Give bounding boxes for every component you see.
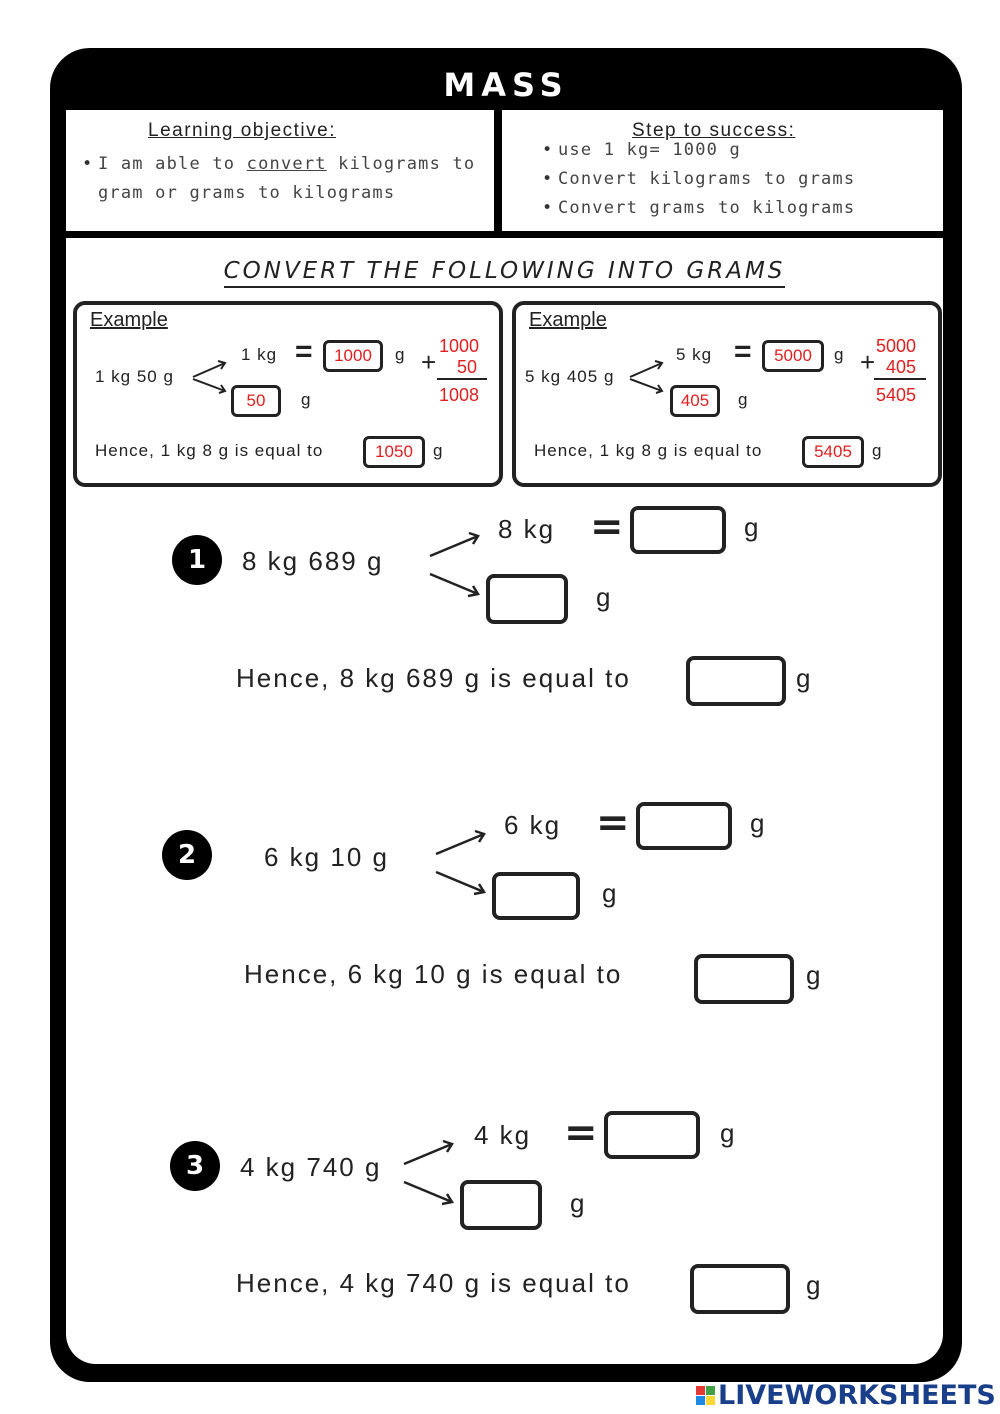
plus-sign: + bbox=[860, 347, 876, 377]
objective-list bbox=[82, 150, 482, 208]
question-hence: Hence, 6 kg 10 g is equal to bbox=[244, 959, 623, 989]
steps-list bbox=[542, 136, 855, 223]
example-kg-part: 5 kg bbox=[676, 345, 713, 364]
grams-part-answer-input[interactable] bbox=[460, 1180, 542, 1230]
split-arrows-icon bbox=[628, 357, 668, 397]
sum-top: 5000 bbox=[876, 336, 917, 356]
example-g-part-box: 405 bbox=[670, 385, 720, 417]
unit-label: g bbox=[720, 1118, 737, 1148]
question-number-badge: 1 bbox=[172, 535, 222, 585]
objective-item: • I am able to convert kilograms to gram or grams to kilograms bbox=[82, 150, 482, 208]
question-hence: Hence, 8 kg 689 g is equal to bbox=[236, 663, 631, 693]
unit-label: g bbox=[750, 808, 767, 838]
sum-mid: 50 bbox=[457, 357, 478, 377]
sum-top: 1000 bbox=[439, 336, 480, 356]
example-label: Example bbox=[529, 309, 607, 331]
learning-objective-panel bbox=[66, 110, 494, 231]
objective-heading: Learning objective: bbox=[148, 120, 336, 141]
question-hence: Hence, 4 kg 740 g is equal to bbox=[236, 1268, 631, 1298]
sum-result: 5405 bbox=[876, 385, 917, 405]
steps-heading: Step to success: bbox=[632, 120, 796, 141]
step-item: • Convert kilograms to grams bbox=[542, 165, 855, 194]
unit-label: g bbox=[796, 663, 813, 693]
grams-part-answer-input[interactable] bbox=[492, 872, 580, 920]
example-box bbox=[73, 301, 503, 487]
sum-mid: 405 bbox=[886, 357, 917, 377]
unit-label: g bbox=[301, 390, 312, 409]
split-arrows-icon bbox=[426, 530, 486, 600]
question-given: 4 kg 740 g bbox=[240, 1152, 382, 1182]
grams-part-answer-input[interactable] bbox=[486, 574, 568, 624]
plus-sign: + bbox=[421, 347, 437, 377]
example-hence-answer-box: 5405 bbox=[802, 436, 864, 468]
split-arrows-icon bbox=[400, 1138, 460, 1208]
example-given: 1 kg 50 g bbox=[95, 367, 174, 386]
example-hence: Hence, 1 kg 8 g is equal to bbox=[534, 441, 763, 460]
section-heading: CONVERT THE FOLLOWING INTO GRAMS bbox=[66, 258, 943, 284]
liveworksheets-logo-icon bbox=[696, 1386, 715, 1405]
unit-label: g bbox=[596, 582, 613, 612]
unit-label: g bbox=[395, 345, 406, 364]
liveworksheets-watermark bbox=[696, 1380, 996, 1411]
sum-line bbox=[437, 378, 487, 380]
sum-line bbox=[874, 378, 926, 380]
example-hence-answer-box: 1050 bbox=[363, 436, 425, 468]
page-title: MASS bbox=[443, 66, 569, 104]
example-given: 5 kg 405 g bbox=[525, 367, 615, 386]
unit-label: g bbox=[744, 512, 761, 542]
unit-label: g bbox=[806, 960, 823, 990]
example-label: Example bbox=[90, 309, 168, 331]
example-kg-grams-box: 5000 bbox=[762, 340, 824, 372]
steps-to-success-panel bbox=[502, 110, 943, 231]
split-arrows-icon bbox=[191, 357, 231, 397]
question-kg-part: 6 kg bbox=[504, 810, 562, 840]
step-item: • Convert grams to kilograms bbox=[542, 194, 855, 223]
unit-label: g bbox=[602, 878, 619, 908]
question-number-badge: 3 bbox=[170, 1141, 220, 1191]
question-kg-part: 8 kg bbox=[498, 514, 556, 544]
kg-to-grams-answer-input[interactable] bbox=[630, 506, 726, 554]
example-kg-grams-box: 1000 bbox=[323, 340, 383, 372]
equals-sign: = bbox=[564, 1110, 598, 1156]
total-grams-answer-input[interactable] bbox=[694, 954, 794, 1004]
equals-sign: = bbox=[295, 335, 313, 368]
sum-result: 1008 bbox=[439, 385, 480, 405]
main-panel bbox=[66, 238, 943, 1364]
split-arrows-icon bbox=[432, 828, 492, 898]
kg-to-grams-answer-input[interactable] bbox=[636, 802, 732, 850]
unit-label: g bbox=[738, 390, 749, 409]
kg-to-grams-answer-input[interactable] bbox=[604, 1111, 700, 1159]
question-kg-part: 4 kg bbox=[474, 1120, 532, 1150]
equals-sign: = bbox=[734, 335, 752, 368]
example-g-part-box: 50 bbox=[231, 385, 281, 417]
question-given: 8 kg 689 g bbox=[242, 546, 384, 576]
unit-label: g bbox=[806, 1270, 823, 1300]
unit-label: g bbox=[834, 345, 845, 364]
underlined-word: convert bbox=[246, 154, 327, 174]
question-number-badge: 2 bbox=[162, 830, 212, 880]
example-box bbox=[512, 301, 942, 487]
unit-label: g bbox=[570, 1188, 587, 1218]
watermark-text: LIVEWORKSHEETS bbox=[718, 1380, 996, 1411]
unit-label: g bbox=[872, 441, 883, 460]
example-kg-part: 1 kg bbox=[241, 345, 278, 364]
step-item: • use 1 kg= 1000 g bbox=[542, 136, 855, 165]
total-grams-answer-input[interactable] bbox=[686, 656, 786, 706]
equals-sign: = bbox=[590, 504, 624, 550]
equals-sign: = bbox=[596, 800, 630, 846]
total-grams-answer-input[interactable] bbox=[690, 1264, 790, 1314]
unit-label: g bbox=[433, 441, 444, 460]
question-given: 6 kg 10 g bbox=[264, 842, 389, 872]
example-hence: Hence, 1 kg 8 g is equal to bbox=[95, 441, 324, 460]
